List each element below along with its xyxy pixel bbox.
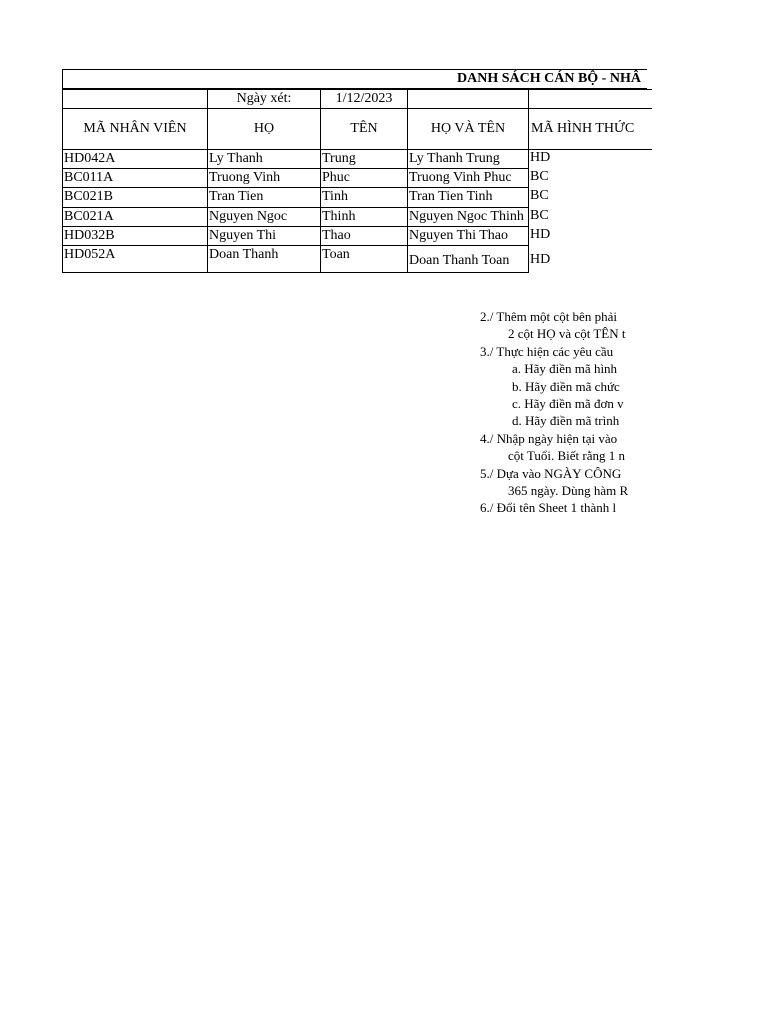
cell-ma-nhan-vien[interactable]: HD042A bbox=[62, 149, 208, 169]
cell-ma-nhan-vien[interactable]: HD032B bbox=[62, 226, 208, 246]
header-ma-hinh-thuc[interactable]: MÃ HÌNH THỨC bbox=[528, 108, 652, 150]
instruction-line: 3./ Thực hiện các yêu cầu bbox=[480, 343, 614, 359]
cell-ten[interactable]: Thao bbox=[320, 226, 408, 246]
sheet-title-row[interactable] bbox=[62, 69, 647, 89]
cell-ten[interactable]: Trung bbox=[320, 149, 408, 169]
date-label[interactable]: Ngày xét: bbox=[207, 89, 321, 109]
sheet-title: DANH SÁCH CÁN BỘ - NHÂ bbox=[457, 71, 641, 86]
header-ho-va-ten[interactable]: HỌ VÀ TÊN bbox=[407, 108, 529, 150]
instruction-line: c. Hãy điền mã đơn v bbox=[512, 396, 624, 411]
header-ma-nhan-vien[interactable]: MÃ NHÂN VIÊN bbox=[62, 108, 208, 150]
cell-ma-nhan-vien[interactable]: BC021A bbox=[62, 207, 208, 227]
cell-ma-hinh-thuc[interactable]: HD bbox=[530, 150, 551, 165]
cell-ma-hinh-thuc[interactable]: HD bbox=[530, 252, 551, 267]
cell-ho[interactable]: Tran Tien bbox=[207, 187, 321, 208]
header-ho[interactable]: HỌ bbox=[207, 108, 321, 150]
instruction-line: cột Tuổi. Biết rằng 1 n bbox=[508, 448, 626, 464]
cell-ho-va-ten[interactable]: Nguyen Thi Thao bbox=[407, 226, 529, 246]
cell-ma-hinh-thuc[interactable]: HD bbox=[530, 227, 551, 242]
cell-ma-nhan-vien[interactable]: BC021B bbox=[62, 187, 208, 208]
cell-ma-hinh-thuc[interactable]: BC bbox=[530, 169, 549, 184]
cell-ten[interactable]: Phuc bbox=[320, 168, 408, 188]
instruction-line: 365 ngày. Dùng hàm R bbox=[508, 483, 629, 498]
cell-empty[interactable] bbox=[62, 89, 208, 109]
cell-ho[interactable]: Ly Thanh bbox=[207, 149, 321, 169]
cell-ho[interactable]: Nguyen Ngoc bbox=[207, 207, 321, 227]
instruction-line: a. Hãy điền mã hình bbox=[512, 361, 618, 377]
instruction-line: d. Hãy điền mã trình bbox=[512, 413, 620, 429]
cell-ho-va-ten[interactable]: Ly Thanh Trung bbox=[407, 149, 529, 169]
instruction-line: 2./ Thêm một cột bên phải bbox=[480, 309, 617, 324]
cell-ho[interactable]: Nguyen Thi bbox=[207, 226, 321, 246]
cell-ma-nhan-vien[interactable]: HD052A bbox=[62, 245, 208, 273]
instruction-line: 2 cột HỌ và cột TÊN t bbox=[508, 326, 626, 342]
spreadsheet bbox=[62, 69, 652, 281]
instruction-line: b. Hãy điền mã chức bbox=[512, 378, 620, 394]
instruction-line: 5./ Dựa vào NGÀY CÔNG bbox=[480, 465, 622, 481]
cell-ma-hinh-thuc[interactable]: BC bbox=[530, 208, 549, 223]
cell-ten[interactable]: Toan bbox=[320, 245, 408, 273]
cell-ho-va-ten[interactable]: Tran Tien Tinh bbox=[407, 187, 529, 208]
cell-ho[interactable]: Doan Thanh bbox=[207, 245, 321, 273]
cell-ho-va-ten[interactable]: Nguyen Ngoc Thinh bbox=[407, 207, 529, 227]
date-value[interactable]: 1/12/2023 bbox=[320, 89, 408, 109]
cell-ma-hinh-thuc[interactable]: BC bbox=[530, 188, 549, 203]
cell-ho-va-ten[interactable]: Truong Vinh Phuc bbox=[407, 168, 529, 188]
cell-ten[interactable]: Thinh bbox=[320, 207, 408, 227]
instruction-line: 4./ Nhập ngày hiện tại vào bbox=[480, 430, 618, 446]
cell-empty[interactable] bbox=[528, 89, 652, 109]
cell-empty[interactable] bbox=[407, 89, 529, 109]
cell-ten[interactable]: Tinh bbox=[320, 187, 408, 208]
cell-ho[interactable]: Truong Vinh bbox=[207, 168, 321, 188]
cell-ho-va-ten[interactable]: Doan Thanh Toan bbox=[407, 245, 529, 273]
instructions-image bbox=[476, 308, 646, 518]
cell-ma-nhan-vien[interactable]: BC011A bbox=[62, 168, 208, 188]
header-ten[interactable]: TÊN bbox=[320, 108, 408, 150]
instruction-line: 6./ Đổi tên Sheet 1 thành l bbox=[480, 500, 617, 516]
